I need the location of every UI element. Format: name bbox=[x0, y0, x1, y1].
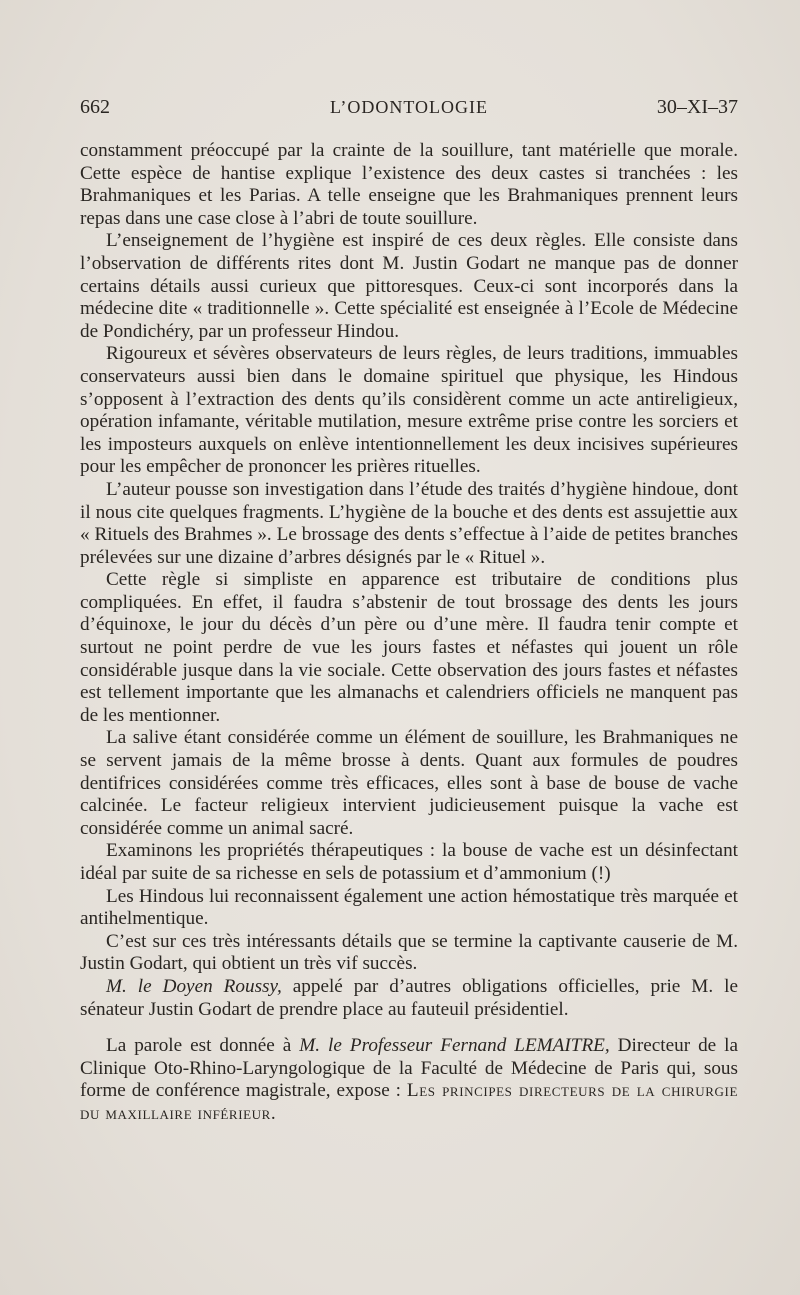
article-body bbox=[80, 140, 738, 1126]
paragraph-9: C’est sur ces très intéressants détails que se termine la captivante causerie de M. Justin Godart, qui obtient un très vif succès. bbox=[80, 930, 738, 975]
paragraph-11-mid: Directeur de la Clinique Oto-Rhino-Laryngologique de la Faculté de Médecine de Paris qui, sous forme de conférence magistrale, expose : bbox=[80, 1035, 739, 1102]
paragraph-10 bbox=[80, 976, 738, 1021]
paragraph-10-text: appelé par d’autres obligations officielles, prie M. le sénateur Justin Godart de prendre place au fauteuil présidentiel. bbox=[80, 975, 738, 1020]
paragraph-2: L’enseignement de l’hygiène est inspiré de ces deux règles. Elle consiste dans l’observation de différents rites dont M. Justin Godart ne manque pas de donner certains détails aussi curieux que pittoresques. Ceux-ci sont incorporés dans la médecine dite « traditionnelle ». Cette spécialité est enseignée à l’Ecole de Médecine de Pondichéry, par un professeur Hindou. bbox=[80, 230, 738, 342]
paragraph-8: Les Hindous lui reconnaissent également une action hémostatique très marquée et antihelmentique. bbox=[80, 885, 738, 930]
paragraph-6: La salive étant considérée comme un élément de souillure, les Brahmaniques ne se servent jamais de la même brosse à dents. Quant aux formules de poudres dentifrices considérées comme très efficaces, elles sont à base de bouse de vache calcinée. Le facteur religieux intervient judicieusement puisque la vache est considérée comme un animal sacré. bbox=[80, 727, 738, 839]
paragraph-5: Cette règle si simpliste en apparence est tributaire de conditions plus compliquées. En effet, il faudra s’abstenir de tout brossage des dents les jours d’équinoxe, le jour du décès d’un père ou d’une mère. Il faudra tenir compte et surtout ne point perdre de vue les jours fastes et néfastes qui jouent un rôle considérable jusque dans la vie sociale. Cette observation des jours fastes et néfastes est tellement importante que les almanachs et calendriers officiels ne manquent pas de les mentionner. bbox=[80, 569, 738, 726]
paragraph-11 bbox=[80, 1035, 738, 1125]
paragraph-1: constamment préoccupé par la crainte de la souillure, tant matérielle que morale. Cette espèce de hantise explique l’existence des deux castes si tranchées : les Brahmaniques et les Parias. A telle enseigne que les Brahmaniques prennent leurs repas dans une case close à l’abri de toute souillure. bbox=[80, 140, 738, 229]
running-header bbox=[80, 92, 738, 122]
lecture-title: Les principes directeurs de la chirurgie du maxillaire inférieur. bbox=[80, 1080, 738, 1124]
journal-title: L’ODONTOLOGIE bbox=[330, 97, 488, 117]
paragraph-4: L’auteur pousse son investigation dans l’étude des traités d’hygiène hindoue, dont il nous cite quelques fragments. L’hygiène de la bouche et des dents est assujettie aux « Rituels des Brahmes ». Le brossage des dents s’effectue à l’aide de petites branches prélevées sur une dizaine d’arbres désignés par le « Rituel ». bbox=[80, 478, 738, 568]
issue-date: 30–XI–37 bbox=[656, 96, 738, 118]
page-number: 662 bbox=[80, 96, 110, 118]
professor-name: M. le Professeur Fernand LEMAITRE, bbox=[299, 1035, 610, 1057]
paragraph-11-start: La parole est donnée à bbox=[106, 1035, 300, 1057]
paragraph-3: Rigoureux et sévères observateurs de leurs règles, de leurs traditions, immuables conservateurs aussi bien dans le domaine spirituel que physique, les Hindous s’opposent à l’extraction des dents qu’ils considèrent comme un acte antireligieux, opération infamante, véritable mutilation, mesure extrême prise contre les sorciers et les imposteurs auxquels on enlève intentionnellement les deux incisives supérieures pour les empêcher de prononcer les prières rituelles. bbox=[80, 343, 738, 478]
dean-name: M. le Doyen Roussy, bbox=[106, 975, 282, 997]
paragraph-7: Examinons les propriétés thérapeutiques : la bouse de vache est un désinfectant idéal par suite de sa richesse en sels de potassium et d’ammonium (!) bbox=[80, 840, 738, 884]
